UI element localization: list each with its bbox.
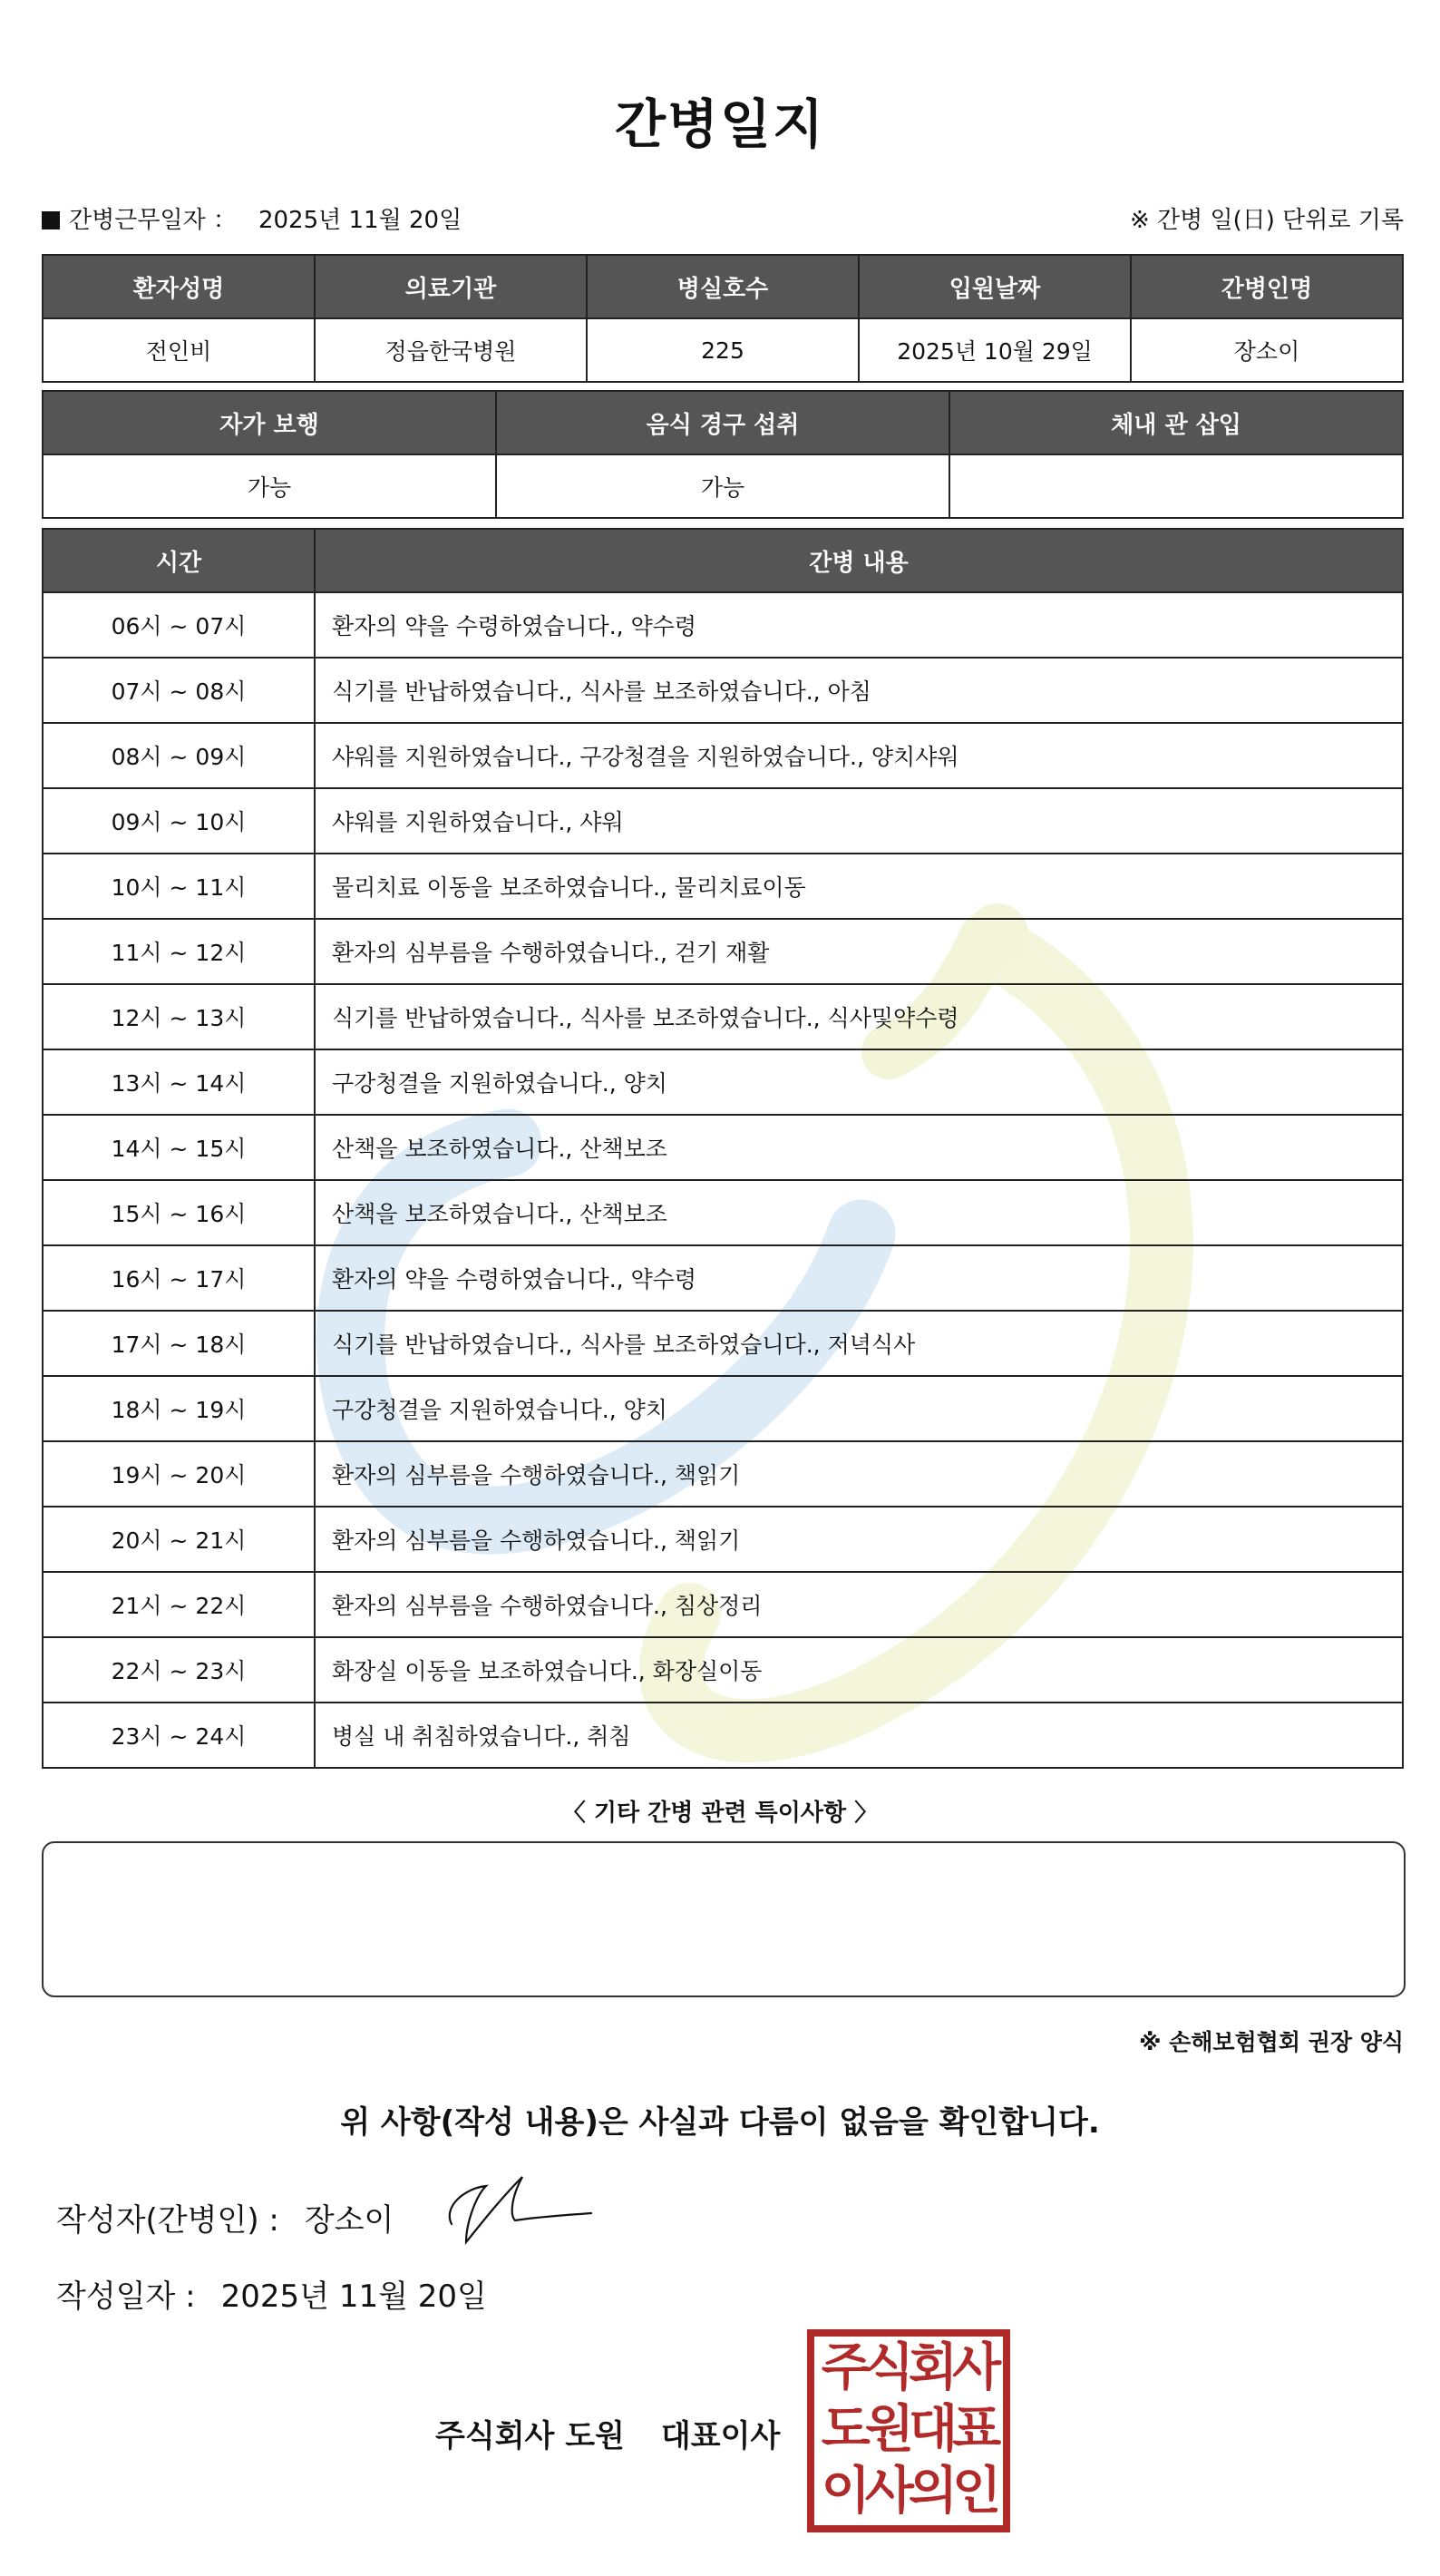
admission-date: 2025년 10월 29일: [859, 318, 1131, 382]
care-log-row: [43, 1572, 1403, 1637]
header-caregiver-name: 간병인명: [1131, 255, 1403, 318]
patient-value-row: [43, 318, 1403, 382]
written-date-line: [56, 2271, 487, 2316]
company-seal: [807, 2329, 1010, 2532]
caregiver-name: 장소이: [1131, 318, 1403, 382]
care-log-content: 환자의 약을 수령하였습니다., 약수령: [315, 1245, 1403, 1311]
work-date-value: 2025년 11월 20일: [258, 207, 462, 234]
ability-header-row: [43, 391, 1403, 454]
care-log-time: 15시 ~ 16시: [43, 1180, 315, 1245]
care-log-body: [43, 592, 1403, 1768]
room-number: 225: [587, 318, 859, 382]
care-log-row: [43, 1180, 1403, 1245]
care-log-row: [43, 1703, 1403, 1768]
header-self-walking: 자가 보행: [43, 391, 496, 454]
header-patient-name: 환자성명: [43, 255, 315, 318]
care-log-time: 20시 ~ 21시: [43, 1507, 315, 1572]
work-date-label: 간병근무일자 ：: [69, 207, 237, 234]
work-date: [42, 201, 462, 235]
care-log-time: 11시 ~ 12시: [43, 919, 315, 984]
care-log-content: 화장실 이동을 보조하였습니다., 화장실이동: [315, 1637, 1403, 1703]
care-log-content: 샤워를 지원하였습니다., 샤워: [315, 788, 1403, 854]
care-log-time: 21시 ~ 22시: [43, 1572, 315, 1637]
care-log-time: 16시 ~ 17시: [43, 1245, 315, 1311]
care-log-content: 식기를 반납하였습니다., 식사를 보조하였습니다., 저녁식사: [315, 1311, 1403, 1376]
care-log-time: 06시 ~ 07시: [43, 592, 315, 658]
care-log-content: 물리치료 이동을 보조하였습니다., 물리치료이동: [315, 854, 1403, 919]
document-title: 간병일지: [614, 93, 826, 155]
header-time: 시간: [43, 529, 315, 592]
care-log-time: 18시 ~ 19시: [43, 1376, 315, 1441]
care-log-content: 산책을 보조하였습니다., 산책보조: [315, 1115, 1403, 1180]
writer-line: [56, 2195, 394, 2239]
patient-ability-table: [42, 390, 1404, 519]
care-log-time: 08시 ~ 09시: [43, 723, 315, 788]
company-signature-line: [435, 2411, 780, 2455]
patient-name: 전인비: [43, 318, 315, 382]
ability-value-row: [43, 454, 1403, 518]
care-log-time: 22시 ~ 23시: [43, 1637, 315, 1703]
patient-header-row: [43, 255, 1403, 318]
care-log-row: [43, 919, 1403, 984]
care-log-row: [43, 723, 1403, 788]
care-log-time: 19시 ~ 20시: [43, 1441, 315, 1507]
care-log-time: 12시 ~ 13시: [43, 984, 315, 1049]
remarks-title: 〈 기타 간병 관련 특이사항 〉: [561, 1800, 879, 1827]
care-log-row: [43, 984, 1403, 1049]
header-medical-institution: 의료기관: [315, 255, 587, 318]
representative-title: 대표이사: [660, 2418, 781, 2454]
form-note: ※ 손해보험협회 권장 양식: [1139, 2029, 1404, 2055]
written-date-value: 2025년 11월 20일: [220, 2278, 487, 2315]
care-log-content: 구강청결을 지원하였습니다., 양치: [315, 1049, 1403, 1115]
care-log-row: [43, 788, 1403, 854]
care-log-content: 식기를 반납하였습니다., 식사를 보조하였습니다., 식사및약수령: [315, 984, 1403, 1049]
patient-info-table: [42, 254, 1404, 383]
care-log-row: [43, 1441, 1403, 1507]
header-admission-date: 입원날짜: [859, 255, 1131, 318]
care-log-row: [43, 1311, 1403, 1376]
care-log-row: [43, 854, 1403, 919]
care-log-row: [43, 592, 1403, 658]
header-care-content: 간병 내용: [315, 529, 1403, 592]
written-date-label: 작성일자 :: [56, 2278, 196, 2315]
care-log-time: 17시 ~ 18시: [43, 1311, 315, 1376]
care-log-content: 환자의 심부름을 수행하였습니다., 걷기 재활: [315, 919, 1403, 984]
care-log-content: 식기를 반납하였습니다., 식사를 보조하였습니다., 아침: [315, 658, 1403, 723]
confirmation-statement: 위 사항(작성 내용)은 사실과 다름이 없음을 확인합니다.: [340, 2104, 1100, 2141]
care-log-time: 09시 ~ 10시: [43, 788, 315, 854]
square-bullet-icon: [42, 211, 60, 229]
care-log-row: [43, 1245, 1403, 1311]
care-log-content: 병실 내 취침하였습니다., 취침: [315, 1703, 1403, 1768]
tube-insertion-value: [949, 454, 1403, 518]
handwritten-signature: [439, 2170, 593, 2251]
remarks-box: [42, 1841, 1406, 1997]
care-log-content: 구강청결을 지원하였습니다., 양치: [315, 1376, 1403, 1441]
unit-note: ※ 간병 일(日) 단위로 기록: [1129, 207, 1404, 234]
care-log-row: [43, 1507, 1403, 1572]
care-log-row: [43, 658, 1403, 723]
care-log-row: [43, 1115, 1403, 1180]
header-tube-insertion: 체내 관 삽입: [949, 391, 1403, 454]
care-log-header-row: [43, 529, 1403, 592]
medical-institution: 정읍한국병원: [315, 318, 587, 382]
self-walking-value: 가능: [43, 454, 496, 518]
care-log-content: 샤워를 지원하였습니다., 구강청결을 지원하였습니다., 양치샤워: [315, 723, 1403, 788]
header-oral-intake: 음식 경구 섭취: [496, 391, 949, 454]
care-log-content: 환자의 심부름을 수행하였습니다., 침상정리: [315, 1572, 1403, 1637]
care-log-time: 13시 ~ 14시: [43, 1049, 315, 1115]
care-log-row: [43, 1049, 1403, 1115]
header-room-number: 병실호수: [587, 255, 859, 318]
care-log-time: 07시 ~ 08시: [43, 658, 315, 723]
work-date-row: [42, 201, 1404, 238]
care-log-content: 환자의 심부름을 수행하였습니다., 책읽기: [315, 1441, 1403, 1507]
care-log-content: 환자의 심부름을 수행하였습니다., 책읽기: [315, 1507, 1403, 1572]
care-log-row: [43, 1637, 1403, 1703]
care-log-time: 23시 ~ 24시: [43, 1703, 315, 1768]
care-log-content: 환자의 약을 수령하였습니다., 약수령: [315, 592, 1403, 658]
writer-name: 장소이: [304, 2202, 394, 2239]
care-log-table: [42, 528, 1404, 1769]
care-log-time: 10시 ~ 11시: [43, 854, 315, 919]
care-log-row: [43, 1376, 1403, 1441]
care-log-time: 14시 ~ 15시: [43, 1115, 315, 1180]
care-log-content: 산책을 보조하였습니다., 산책보조: [315, 1180, 1403, 1245]
company-name: 주식회사 도원: [435, 2418, 625, 2454]
writer-label: 작성자(간병인) :: [56, 2202, 279, 2239]
seal-text: 주식회사 도원대표 이사의인: [821, 2337, 997, 2521]
oral-intake-value: 가능: [496, 454, 949, 518]
